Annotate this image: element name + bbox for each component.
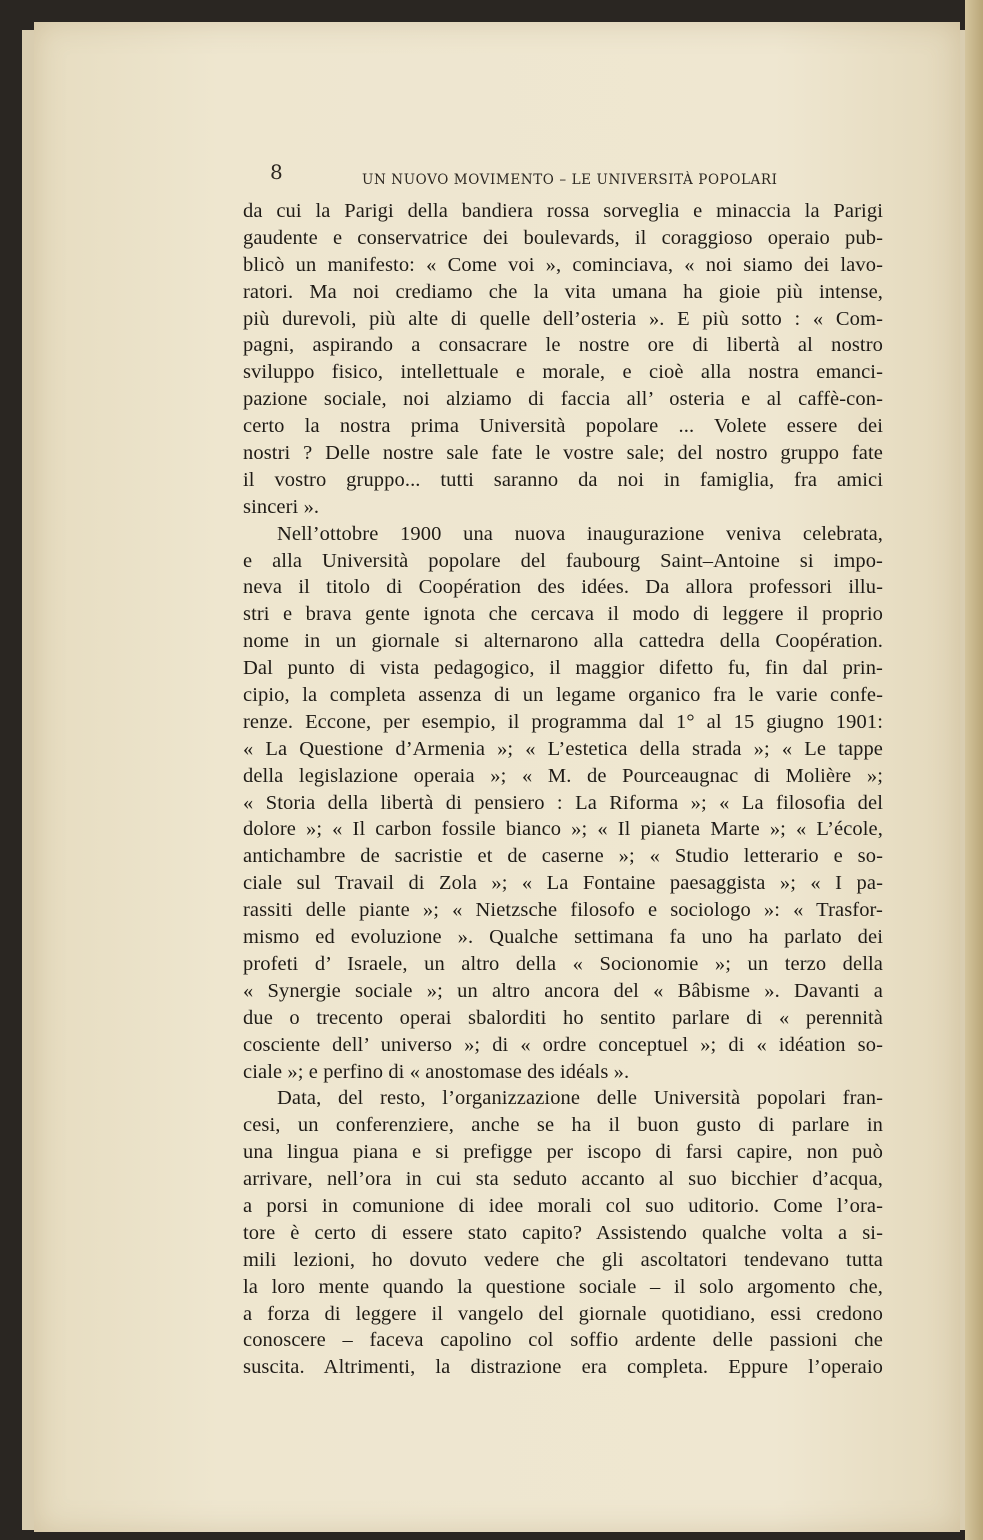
running-title: UN NUOVO MOVIMENTO – LE UNIVERSITÀ POPOLARI <box>362 172 778 188</box>
text-line: « La Questione d’Armenia »; « L’estetica della strada »; « Le tappe <box>243 737 883 760</box>
text-line: ratori. Ma noi crediamo che la vita umana ha gioie più intense, <box>243 280 883 303</box>
text-line: Dal punto di vista pedagogico, il maggior difetto fu, fin dal prin- <box>243 657 883 680</box>
text-line: la loro mente quando la questione sociale – il solo argomento che, <box>243 1275 883 1298</box>
body-text <box>243 198 883 1381</box>
text-line: della legislazione operaia »; « M. de Pourceaugnac di Molière »; <box>243 764 883 787</box>
text-line: due o trecento operai sbalorditi ho sentito parlare di « perennità <box>243 1006 883 1029</box>
text-line: stri e brava gente ignota che cercava il modo di leggere il proprio <box>243 603 883 626</box>
text-line: antichambre de sacristie et de caserne »; « Studio letterario e so- <box>243 845 883 868</box>
text-line: sviluppo fisico, intellettuale e morale, e cioè alla nostra emanci- <box>243 361 883 384</box>
text-line: neva il titolo di Coopération des idées. Da allora professori illu- <box>243 576 883 599</box>
text-line: certo la nostra prima Università popolare ... Volete essere dei <box>243 415 883 438</box>
text-line: ciale sul Travail di Zola »; « La Fontaine paesaggista »; « I pa- <box>243 872 883 895</box>
text-line: gaudente e conservatrice dei boulevards, il coraggioso operaio pub- <box>243 226 883 249</box>
text-line: ciale »; e perfino di « anostomase des idéals ». <box>243 1060 630 1083</box>
text-line: « Synergie sociale »; un altro ancora del « Bâbisme ». Davanti a <box>243 979 883 1002</box>
text-line: a porsi in comunione di idee morali col suo uditorio. Come l’ora- <box>243 1194 883 1217</box>
text-line: profeti d’ Israele, un altro della « Socionomie »; un terzo della <box>243 952 883 975</box>
text-line: e alla Università popolare del faubourg Saint–Antoine si impo- <box>243 549 883 572</box>
text-line: Nell’ottobre 1900 una nuova inaugurazione veniva celebrata, <box>277 522 883 545</box>
text-line: una lingua piana e si prefigge per iscopo di farsi capire, non può <box>243 1141 883 1164</box>
text-line: suscita. Altrimenti, la distrazione era completa. Eppure l’operaio <box>243 1356 883 1379</box>
text-line: conoscere – faceva capolino col soffio ardente delle passioni che <box>243 1329 883 1352</box>
text-line: blicò un manifesto: « Come voi », cominciava, « noi siamo dei lavo- <box>243 253 883 276</box>
text-line: rassiti delle piante »; « Nietzsche filosofo e sociologo »: « Trasfor- <box>243 899 883 922</box>
text-line: il vostro gruppo... tutti saranno da noi in famiglia, fra amici <box>243 468 883 491</box>
text-line: nome in un giornale si alternarono alla cattedra della Coopération. <box>243 630 883 653</box>
text-line: mismo ed evoluzione ». Qualche settimana fa uno ha parlato dei <box>243 926 883 949</box>
text-line: più durevoli, più alte di quelle dell’osteria ». E più sotto : « Com- <box>243 307 883 330</box>
page-edge <box>965 0 983 1540</box>
text-line: cosciente dell’ universo »; di « ordre conceptuel »; di « idéation so- <box>243 1033 883 1056</box>
text-line: Data, del resto, l’organizzazione delle Università popolari fran- <box>277 1087 883 1110</box>
text-line: da cui la Parigi della bandiera rossa sorveglia e minaccia la Parigi <box>243 200 883 222</box>
text-line: mili lezioni, ho dovuto vedere che gli ascoltatori tendevano tutta <box>243 1248 883 1271</box>
text-line: tore è certo di essere stato capito? Assistendo qualche volta a si- <box>243 1221 883 1244</box>
text-line: « Storia della libertà di pensiero : La Riforma »; « La filosofia del <box>243 791 883 814</box>
text-line: cesi, un conferenziere, anche se ha il buon gusto di parlare in <box>243 1114 883 1137</box>
text-line: a forza di leggere il vangelo del giornale quotidiano, essi credono <box>243 1302 883 1325</box>
text-line: dolore »; « Il carbon fossile bianco »; « Il pianeta Marte »; « L’école, <box>243 818 883 841</box>
text-line: cipio, la completa assenza di un legame organico fra le varie confe- <box>243 684 883 707</box>
text-line: sinceri ». <box>243 495 320 518</box>
text-line: pagni, aspirando a consacrare le nostre ore di libertà al nostro <box>243 334 883 357</box>
text-line: renze. Eccone, per esempio, il programma dal 1° al 15 giugno 1901: <box>243 710 883 733</box>
text-line: nostri ? Delle nostre sale fate le vostre sale; del nostro gruppo fate <box>243 442 883 465</box>
page-number: 8 <box>270 160 283 184</box>
page-header <box>270 160 830 190</box>
text-line: arrivare, nell’ora in cui sta seduto accanto al suo bicchier d’acqua, <box>243 1168 883 1191</box>
text-line: pazione sociale, noi alziamo di faccia all’ osteria e al caffè-con- <box>243 388 883 411</box>
